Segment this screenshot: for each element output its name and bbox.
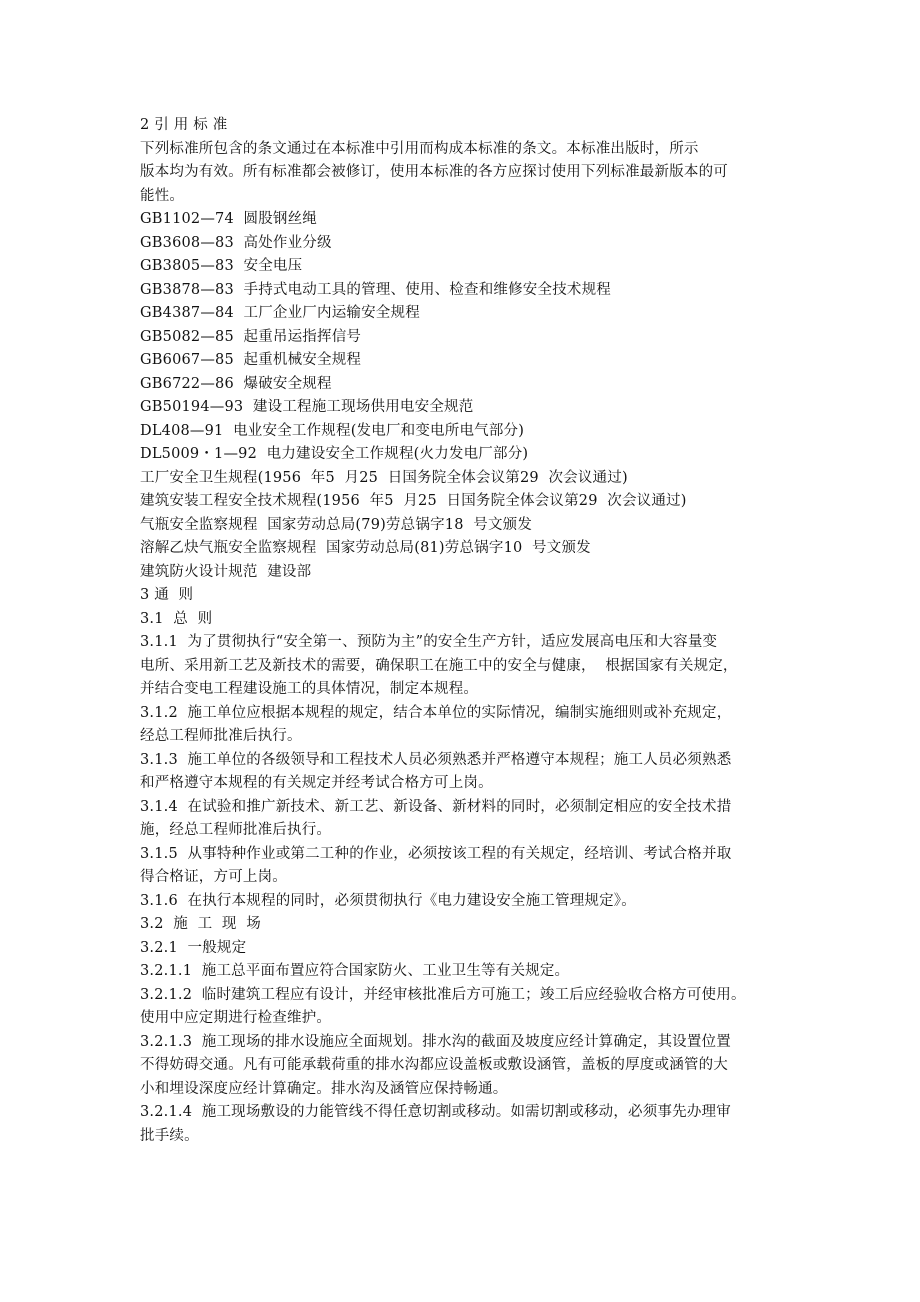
text-line: 3.1.4 在试验和推广新技术、新工艺、新设备、新材料的同时，必须制定相应的安全技术措: [140, 798, 732, 815]
text-line: 3.1.1 为了贯彻执行“安全第一、预防为主”的安全生产方针，适应发展高电压和大容量变: [140, 634, 718, 650]
text-line: 3.1.3 施工单位的各级领导和工程技术人员必须熟悉并严格遵守本规程；施工人员必须熟悉: [140, 751, 732, 768]
document-body: [140, 114, 800, 1148]
text-line: GB6722—86 爆破安全规程: [140, 375, 332, 392]
text-line: DL5009・1—92 电力建设安全工作规程(火力发电厂部分): [140, 446, 529, 462]
text-line: 建筑安装工程安全技术规程(1956 年5 月25 日国务院全体会议第29 次会议通过): [140, 493, 687, 509]
text-line: GB1102—74 圆股钢丝绳: [140, 211, 318, 227]
text-line: 工厂安全卫生规程(1956 年5 月25 日国务院全体会议第29 次会议通过): [140, 469, 628, 486]
text-line: 3.2.1.3 施工现场的排水设施应全面规划。排水沟的截面及坡度应经计算确定，其设置位置: [140, 1033, 731, 1050]
text-line: 溶解乙炔气瓶安全监察规程 国家劳动总局(81)劳总锅字10 号文颁发: [140, 540, 591, 556]
text-line: 电所、采用新工艺及新技术的需要，确保职工在施工中的安全与健康， 根据国家有关规定，: [140, 657, 738, 674]
text-line: 建筑防火设计规范 建设部: [140, 563, 312, 580]
text-line: 批手续。: [140, 1127, 199, 1144]
text-line: GB50194—93 建设工程施工现场供用电安全规范: [140, 399, 474, 415]
text-line: 气瓶安全监察规程 国家劳动总局(79)劳总锅字18 号文颁发: [140, 516, 533, 533]
text-line: 和严格遵守本规程的有关规定并经考试合格方可上岗。: [140, 775, 493, 791]
text-line: 并结合变电工程建设施工的具体情况，制定本规程。: [140, 681, 479, 697]
text-line: 下列标准所包含的条文通过在本标准中引用而构成本标准的条文。本标准出版时，所示: [140, 140, 699, 157]
text-line: 2 引 用 标 准: [140, 117, 228, 133]
text-line: 施，经总工程师批准后执行。: [140, 822, 332, 838]
text-line: 3.2.1.2 临时建筑工程应有设计，并经审核批准后方可施工；竣工后应经验收合格方可使用。: [140, 986, 746, 1003]
text-line: GB5082—85 起重吊运指挥信号: [140, 328, 362, 345]
text-line: 3 通 则: [140, 587, 194, 603]
text-line: 3.1.6 在执行本规程的同时，必须贯彻执行《电力建设安全施工管理规定》。: [140, 892, 636, 909]
text-line: 得合格证，方可上岗。: [140, 869, 287, 885]
text-line: 小和埋设深度应经计算确定。排水沟及涵管应保持畅通。: [140, 1080, 508, 1097]
text-line: 3.2.1 一般规定: [140, 939, 247, 956]
text-line: GB6067—85 起重机械安全规程: [140, 352, 362, 368]
text-line: 不得妨碍交通。凡有可能承载荷重的排水沟都应设盖板或敷设涵管，盖板的厚度或涵管的大: [140, 1057, 728, 1073]
text-line: GB3608—83 高处作业分级: [140, 234, 332, 251]
text-line: 3.1.2 施工单位应根据本规程的规定，结合本单位的实际情况，编制实施细则或补充规定，: [140, 704, 732, 721]
text-line: GB3878—83 手持式电动工具的管理、使用、检查和维修安全技术规程: [140, 281, 612, 298]
text-line: 3.1 总 则: [140, 610, 213, 627]
text-line: 能性。: [140, 187, 185, 204]
text-line: GB4387—84 工厂企业厂内运输安全规程: [140, 305, 420, 321]
text-line: 3.2.1.4 施工现场敷设的力能管线不得任意切割或移动。如需切割或移动，必须事先办理审: [140, 1104, 731, 1120]
text-line: DL408—91 电业安全工作规程(发电厂和变电所电气部分): [140, 422, 525, 439]
text-line: 经总工程师批准后执行。: [140, 728, 302, 744]
text-line: 使用中应定期进行检查维护。: [140, 1010, 332, 1026]
text-line: 版本均为有效。所有标准都会被修订，使用本标准的各方应探讨使用下列标准最新版本的可: [140, 164, 728, 180]
text-line: GB3805—83 安全电压: [140, 258, 303, 274]
text-line: 3.2.1.1 施工总平面布置应符合国家防火、工业卫生等有关规定。: [140, 963, 570, 979]
text-line: 3.1.5 从事特种作业或第二工种的作业，必须按该工程的有关规定，经培训、考试合格并取: [140, 845, 732, 862]
text-line: 3.2 施 工 现 场: [140, 916, 261, 932]
